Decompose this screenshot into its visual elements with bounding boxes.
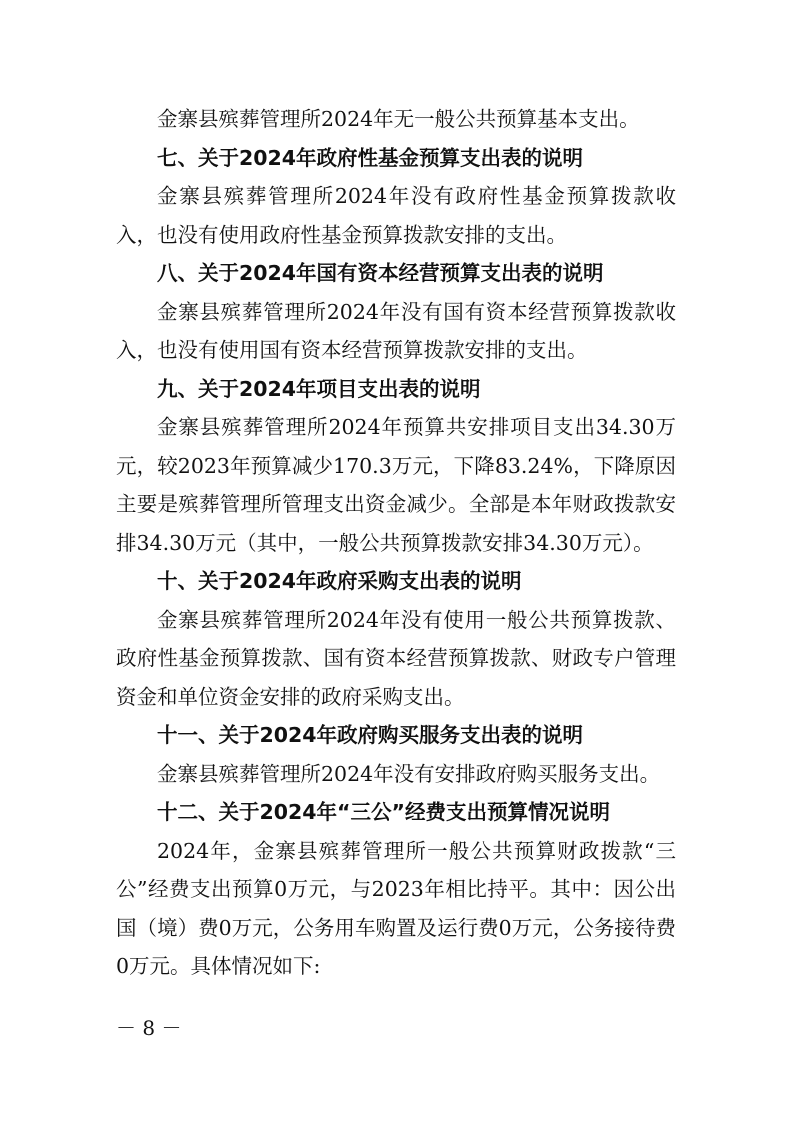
heading-section-7: 七、关于2024年政府性基金预算支出表的说明 [157, 145, 584, 170]
paragraph-section-12: 2024年，金寨县殡葬管理所一般公共预算财政拨款“三公”经费支出预算0万元，与2023年相比持平。其中：因公出国（境）费0万元，公务用车购置及运行费0万元，公务接待费0万元。具体情况如下: [116, 838, 676, 978]
heading-section-8: 八、关于2024年国有资本经营预算支出表的说明 [157, 261, 604, 285]
heading-section-11: 十一、关于2024年政府购买服务支出表的说明 [157, 723, 584, 747]
document-body [116, 100, 676, 986]
heading-section-12: 十二、关于2024年“三公”经费支出预算情况说明 [157, 800, 611, 824]
paragraph-section-8: 金寨县殡葬管理所2024年没有国有资本经营预算拨款收入，也没有使用国有资本经营预算拨款安排的支出。 [116, 299, 676, 362]
heading-section-10: 十、关于2024年政府采购支出表的说明 [157, 569, 522, 593]
page-number: － 8 － [116, 1016, 182, 1040]
paragraph-section-7: 金寨县殡葬管理所2024年没有政府性基金预算拨款收入，也没有使用政府性基金预算拨款安排的支出。 [116, 184, 676, 247]
paragraph-basic-expenditure: 金寨县殡葬管理所2024年无一般公共预算基本支出。 [157, 107, 640, 131]
heading-section-9: 九、关于2024年项目支出表的说明 [157, 376, 481, 401]
paragraph-section-11: 金寨县殡葬管理所2024年没有安排政府购买服务支出。 [157, 761, 661, 786]
paragraph-section-10: 金寨县殡葬管理所2024年没有使用一般公共预算拨款、政府性基金预算拨款、国有资本经营预算拨款、财政专户管理资金和单位资金安排的政府采购支出。 [116, 607, 676, 709]
paragraph-section-9: 金寨县殡葬管理所2024年预算共安排项目支出34.30万元，较2023年预算减少170.3万元，下降83.24%，下降原因主要是殡葬管理所管理支出资金减少。全部是本年财政拨款安排34.30万元（其中，一般公共预算拨款安排34.30万元）。 [116, 415, 676, 555]
